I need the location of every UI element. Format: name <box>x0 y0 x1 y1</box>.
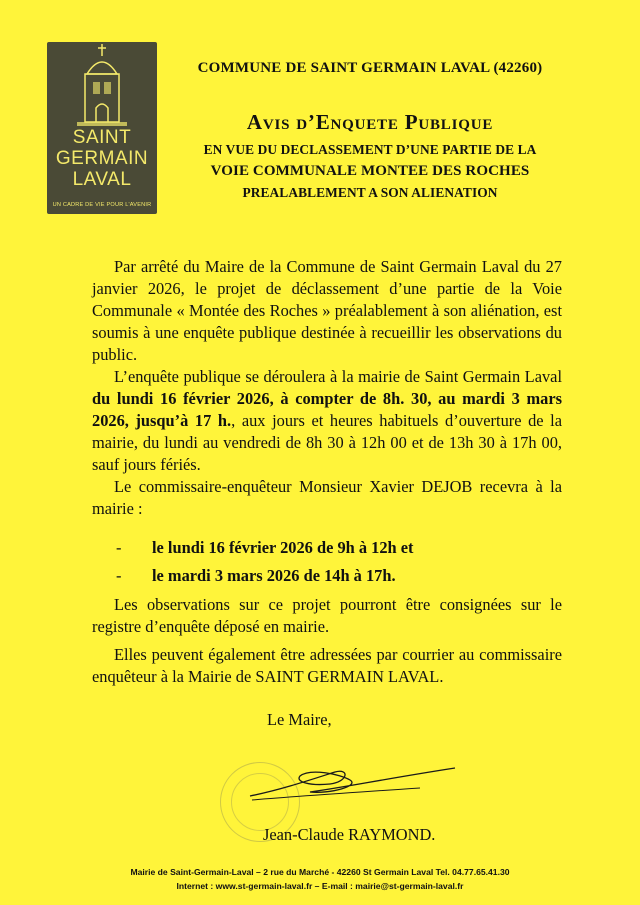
subtitle-line-3: PREALABLEMENT A SON ALIENATION <box>242 185 498 200</box>
bullet-dash: - <box>116 538 122 557</box>
footer-address: Mairie de Saint-Germain-Laval – 2 rue du Marché - 42260 St Germain Laval Tel. 04.77.65.41.30 <box>130 867 510 877</box>
paragraph-observations: Les observations sur ce projet pourront être consignées sur le registre d’enquête déposé en mairie. <box>92 595 562 636</box>
paragraph-decree: Par arrêté du Maire de la Commune de Saint Germain Laval du 27 janvier 2026, le projet de déclassement d’une partie de la Voie Communale « Montée des Roches » préalablement à son aliénation, est soumis à une enquête publique destinée à recueillir les observations du public. <box>92 257 562 364</box>
logo-line-2: GERMAIN <box>55 148 149 169</box>
permanence-date-1: le lundi 16 février 2026 de 9h à 12h et <box>152 538 414 557</box>
signatory-role: Le Maire, <box>267 710 332 729</box>
handwritten-signature <box>240 760 460 810</box>
bullet-dash: - <box>116 566 122 585</box>
logo-line-3: LAVAL <box>72 169 132 190</box>
list-item <box>116 566 396 586</box>
notice-body <box>92 256 562 520</box>
commune-heading: COMMUNE DE SAINT GERMAIN LAVAL (42260) <box>197 60 543 76</box>
signatory-name: Jean-Claude RAYMOND. <box>263 825 436 844</box>
schedule-dates: du lundi 16 février 2026, à compter de 8h. 30, au mardi 3 mars 2026, jusqu’à 17 h. <box>92 389 562 430</box>
logo-tagline: UN CADRE DE VIE POUR L'AVENIR <box>52 202 152 208</box>
schedule-intro: L’enquête publique se déroulera à la mairie de Saint Germain Laval <box>114 367 562 386</box>
subtitle-line-2: VOIE COMMUNALE MONTEE DES ROCHES <box>210 163 530 179</box>
subtitle-line-1: EN VUE DU DECLASSEMENT D’UNE PARTIE DE LA <box>203 142 537 157</box>
paragraph-mail: Elles peuvent également être adressées par courrier au commissaire enquêteur à la Mairie de SAINT GERMAIN LAVAL. <box>92 645 562 686</box>
paragraph-schedule <box>92 366 562 476</box>
list-item <box>116 538 413 558</box>
notice-title: Avis d’Enquete Publique <box>246 110 494 134</box>
municipal-logo <box>47 42 157 214</box>
schedule-hours: , aux jours et heures habituels d’ouverture de la mairie, du lundi au vendredi de 8h 30 à 12h 00 et de 13h 30 à 17h 00, sauf jours fériés. <box>92 411 562 474</box>
permanence-date-2: le mardi 3 mars 2026 de 14h à 17h. <box>152 566 396 585</box>
footer-contact: Internet : www.st-germain-laval.fr – E-mail : mairie@st-germain-laval.fr <box>176 881 464 891</box>
logo-line-1: SAINT <box>72 127 132 148</box>
notice-body-end <box>92 594 562 688</box>
paragraph-commissioner: Le commissaire-enquêteur Monsieur Xavier DEJOB recevra à la mairie : <box>92 477 562 518</box>
